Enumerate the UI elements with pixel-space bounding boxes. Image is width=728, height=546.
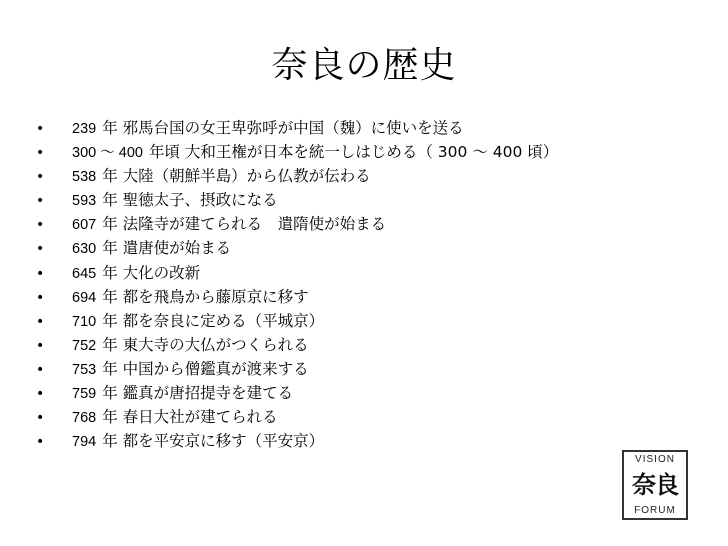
timeline-year: 694 <box>72 289 97 306</box>
timeline-event: 年 都を飛鳥から藤原京に移す <box>102 287 309 306</box>
logo-main-text: 奈良 <box>632 470 678 499</box>
timeline-year: 607 <box>72 217 97 234</box>
timeline-item <box>36 164 558 188</box>
bullet-icon: • <box>36 410 45 427</box>
timeline-item <box>36 381 558 405</box>
bullet-icon: • <box>36 169 45 186</box>
bullet-icon: • <box>36 313 45 330</box>
bullet-icon: • <box>36 217 45 234</box>
timeline-year: 794 <box>72 434 97 451</box>
timeline-item <box>36 236 558 260</box>
timeline-event: 年 鑑真が唐招提寺を建てる <box>102 384 294 403</box>
timeline-year: 239 <box>72 121 97 137</box>
timeline-event: 年 都を奈良に定める（平城京） <box>102 311 325 330</box>
timeline-event: 年頃 大和王権が日本を統一しはじめる（ 300 ～ 400 頃） <box>148 143 559 162</box>
timeline-item <box>36 429 558 453</box>
timeline-event: 年 東大寺の大仏がつくられる <box>102 335 309 354</box>
bullet-icon: • <box>36 386 45 403</box>
timeline-event: 年 大化の改新 <box>102 263 201 282</box>
timeline-year: 630 <box>72 241 97 258</box>
slide-title: 奈良の歴史 <box>271 45 457 86</box>
bullet-icon: • <box>36 361 45 378</box>
timeline-event: 年 都を平安京に移す（平安京） <box>102 432 325 451</box>
logo-top-text: VISION <box>635 454 675 465</box>
bullet-icon: • <box>36 193 45 210</box>
logo-bottom-text: FORUM <box>634 505 676 516</box>
timeline-event: 年 中国から僧鑑真が渡来する <box>102 359 309 378</box>
bullet-icon: • <box>36 289 45 306</box>
timeline-item <box>36 285 558 309</box>
timeline-item <box>36 212 558 236</box>
bullet-icon: • <box>36 145 45 162</box>
bullet-icon: • <box>36 121 45 137</box>
timeline-event: 年 大陸（朝鮮半島）から仏教が伝わる <box>102 167 371 186</box>
timeline-item <box>36 116 558 140</box>
timeline-event: 年 聖徳太子、摂政になる <box>102 191 278 210</box>
timeline-year: 753 <box>72 361 97 378</box>
timeline-item <box>36 309 558 333</box>
timeline-year: 593 <box>72 193 97 210</box>
timeline-item <box>36 140 558 164</box>
bullet-icon: • <box>36 241 45 258</box>
bullet-icon: • <box>36 337 45 354</box>
timeline-year: 538 <box>72 169 97 186</box>
bullet-icon: • <box>36 434 45 451</box>
timeline-year: 710 <box>72 313 97 330</box>
timeline-item <box>36 188 558 212</box>
timeline-item <box>36 333 558 357</box>
timeline-item <box>36 261 558 285</box>
timeline-list <box>36 116 558 453</box>
timeline-event: 年 遣唐使が始まる <box>102 239 232 258</box>
timeline-item <box>36 405 558 429</box>
timeline-year: 645 <box>72 265 97 282</box>
timeline-year: 752 <box>72 337 97 354</box>
timeline-event: 年 邪馬台国の女王卑弥呼が中国（魏）に使いを送る <box>102 119 464 137</box>
timeline-event: 年 春日大社が建てられる <box>102 408 278 427</box>
timeline-item <box>36 357 558 381</box>
vision-nara-forum-logo <box>622 450 688 520</box>
timeline-year: 759 <box>72 386 97 403</box>
timeline-year: 300 ～ 400 <box>72 145 143 162</box>
timeline-year: 768 <box>72 410 97 427</box>
timeline-event: 年 法隆寺が建てられる 遣隋使が始まる <box>102 215 387 234</box>
bullet-icon: • <box>36 265 45 282</box>
